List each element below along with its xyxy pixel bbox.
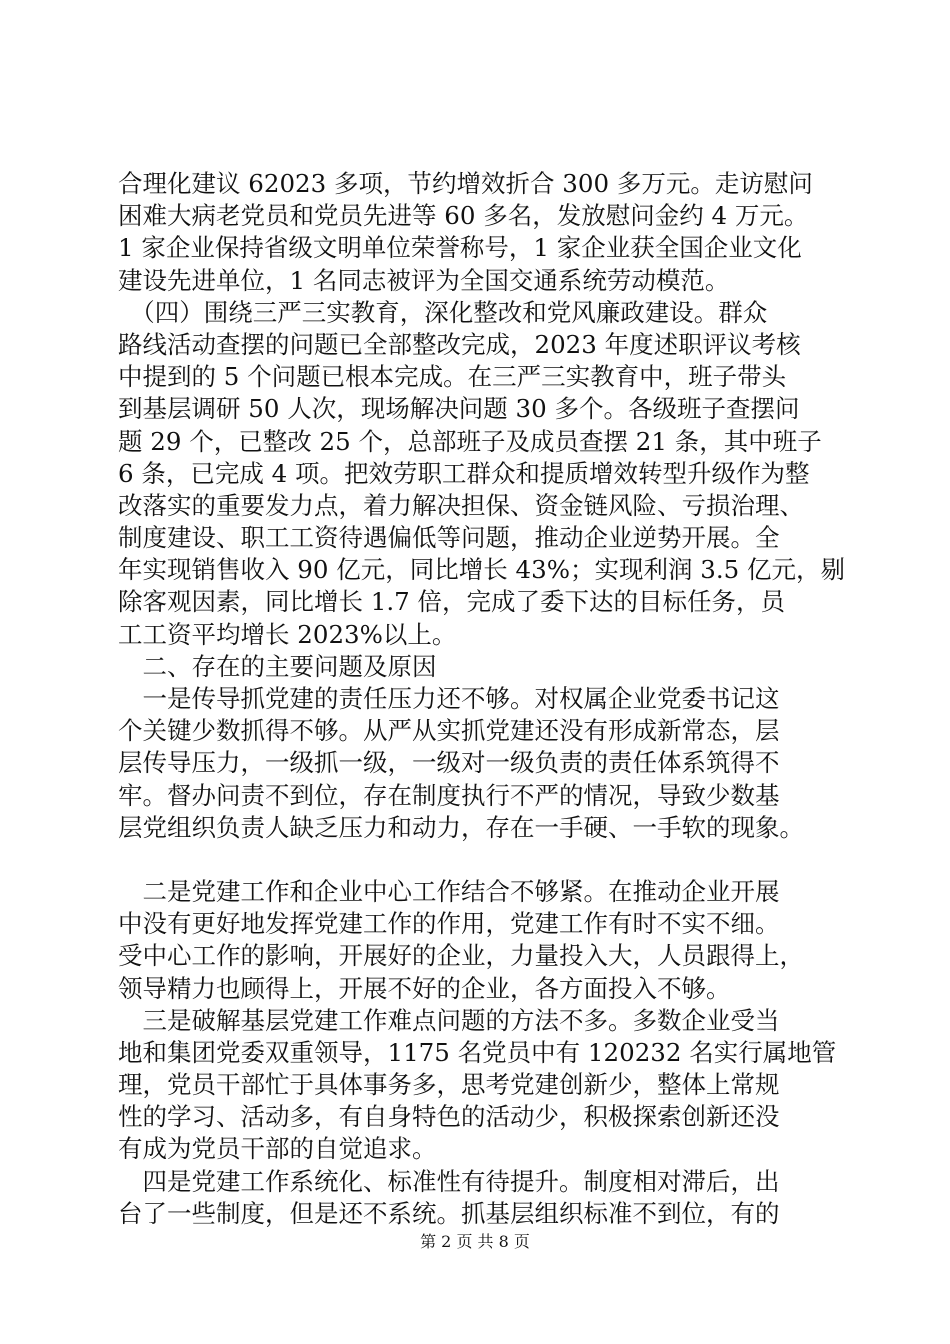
text-line: 1 家企业保持省级文明单位荣誉称号，1 家企业获全国企业文化	[118, 233, 802, 263]
text-line: 到基层调研 50 人次，现场解决问题 30 多个。各级班子查摆问	[118, 394, 800, 424]
text-line: 工工资平均增长 2023%以上。	[118, 619, 457, 649]
text-line: 改落实的重要发力点，着力解决担保、资金链风险、亏损治理、	[118, 490, 804, 520]
text-line: 三是破解基层党建工作难点问题的方法不多。多数企业受当	[118, 1005, 780, 1035]
text-line: 受中心工作的影响，开展好的企业，力量投入大，人员跟得上，	[118, 941, 804, 971]
document-body	[118, 168, 846, 1230]
page-number-footer: 第 2 页 共 8 页	[420, 1232, 530, 1251]
text-line: 理，党员干部忙于具体事务多，思考党建创新少，整体上常规	[118, 1070, 780, 1100]
text-line: 二是党建工作和企业中心工作结合不够紧。在推动企业开展	[118, 876, 780, 906]
text-line: 中没有更好地发挥党建工作的作用，党建工作有时不实不细。	[118, 909, 780, 939]
text-line: 性的学习、活动多，有自身特色的活动少，积极探索创新还没	[118, 1102, 780, 1132]
paragraph-gap	[118, 844, 838, 876]
text-line: 建设先进单位，1 名同志被评为全国交通系统劳动模范。	[118, 265, 730, 295]
text-line: 层党组织负责人缺乏压力和动力，存在一手硬、一手软的现象。	[118, 812, 804, 842]
text-line: 6 条，已完成 4 项。把效劳职工群众和提质增效转型升级作为整	[118, 458, 810, 488]
text-line: 年实现销售收入 90 亿元，同比增长 43%；实现利润 3.5 亿元，剔	[118, 555, 846, 585]
text-line: 题 29 个，已整改 25 个，总部班子及成员查摆 21 条，其中班子	[118, 426, 822, 456]
text-line: 有成为党员干部的自觉追求。	[118, 1134, 437, 1164]
text-line: 领导精力也顾得上，开展不好的企业，各方面投入不够。	[118, 973, 731, 1003]
text-line: 中提到的 5 个问题已根本完成。在三严三实教育中，班子带头	[118, 362, 787, 392]
section-heading: 二、存在的主要问题及原因	[118, 651, 437, 681]
text-line: 地和集团党委双重领导，1175 名党员中有 120232 名实行属地管	[118, 1037, 837, 1067]
text-line: 困难大病老党员和党员先进等 60 多名，发放慰问金约 4 万元。	[118, 201, 809, 231]
text-line: 层传导压力，一级抓一级，一级对一级负责的责任体系筑得不	[118, 748, 780, 778]
text-line: 四是党建工作系统化、标准性有待提升。制度相对滞后，出	[118, 1166, 780, 1196]
text-line: （四）围绕三严三实教育，深化整改和党风廉政建设。群众	[118, 297, 768, 327]
text-line: 路线活动查摆的问题已全部整改完成，2023 年度述职评议考核	[118, 329, 801, 359]
text-line: 制度建设、职工工资待遇偏低等问题，推动企业逆势开展。全	[118, 523, 780, 553]
text-line: 除客观因素，同比增长 1.7 倍，完成了委下达的目标任务，员	[118, 587, 786, 617]
text-line: 合理化建议 62023 多项，节约增效折合 300 多万元。走访慰问	[118, 169, 813, 198]
text-line: 牢。督办问责不到位，存在制度执行不严的情况，导致少数基	[118, 780, 780, 810]
text-line: 个关键少数抓得不够。从严从实抓党建还没有形成新常态，层	[118, 716, 780, 746]
text-line: 台了一些制度，但是还不系统。抓基层组织标准不到位，有的	[118, 1198, 780, 1228]
text-line: 一是传导抓党建的责任压力还不够。对权属企业党委书记这	[118, 684, 780, 713]
